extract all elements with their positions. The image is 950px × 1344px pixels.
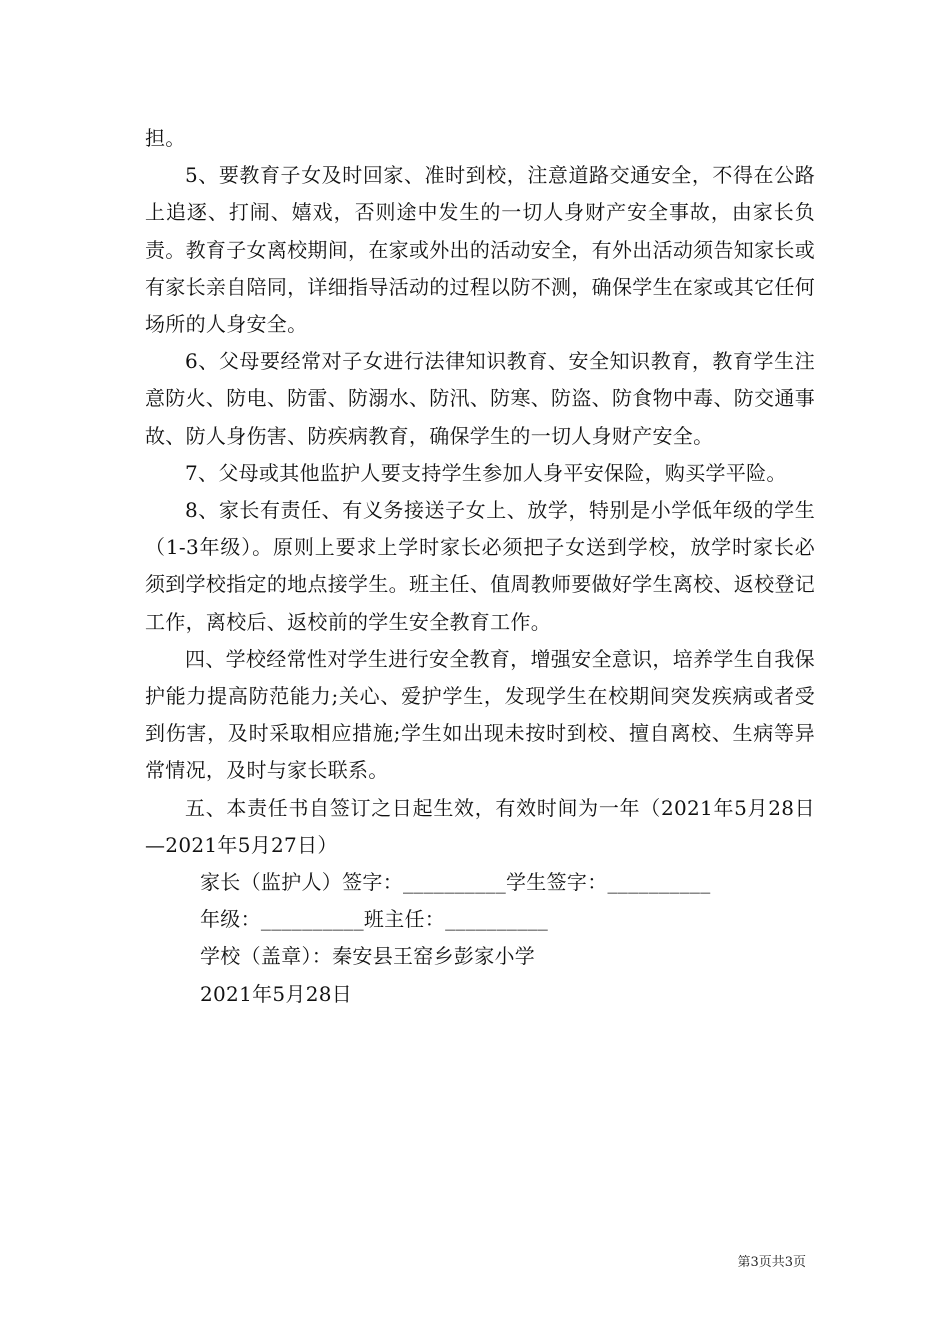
signature-parent-student: 家长（监护人）签字：__________学生签字：__________ (200, 870, 711, 895)
paragraph-item-6: 6、父母要经常对子女进行法律知识教育、安全知识教育，教育学生注意防火、防电、防雷、防溺水、防汛、防寒、防盗、防食物中毒、防交通事故、防人身伤害、防疾病教育，确保学生的一切人身财产安全。 (145, 349, 815, 448)
page-number: 第3页共3页 (737, 1255, 806, 1270)
paragraph-section-4: 四、学校经常性对学生进行安全教育，增强安全意识，培养学生自我保护能力提高防范能力;关心、爱护学生，发现学生在校期间突发疾病或者受到伤害，及时采取相应措施;学生如出现未按时到校、擅自离校、生病等异常情况，及时与家长联系。 (145, 646, 815, 783)
document-body (145, 120, 815, 1013)
signature-school-seal: 学校（盖章）：秦安县王窑乡彭家小学 (200, 944, 536, 969)
paragraph-item-7: 7、父母或其他监护人要支持学生参加人身平安保险，购买学平险。 (185, 460, 787, 485)
paragraph-item-5: 5、要教育子女及时回家、准时到校，注意道路交通安全，不得在公路上追逐、打闹、嬉戏，否则途中发生的一切人身财产安全事故，由家长负责。教育子女离校期间，在家或外出的活动安全，有外出活动须告知家长或有家长亲自陪同，详细指导活动的过程以防不测，确保学生在家或其它任何场所的人身安全。 (145, 163, 815, 337)
paragraph-continuation: 担。 (145, 126, 186, 150)
signature-grade-teacher: 年级：__________班主任：__________ (200, 907, 549, 932)
paragraph-section-5: 五、本责任书自签订之日起生效，有效时间为一年（2021年5月28日—2021年5月27日） (145, 795, 815, 857)
signature-date: 2021年5月28日 (200, 981, 353, 1006)
paragraph-item-8: 8、家长有责任、有义务接送子女上、放学，特别是小学低年级的学生（1-3年级）。原则上要求上学时家长必须把子女送到学校，放学时家长必须到学校指定的地点接学生。班主任、值周教师要做好学生离校、返校登记工作，离校后、返校前的学生安全教育工作。 (145, 498, 815, 634)
